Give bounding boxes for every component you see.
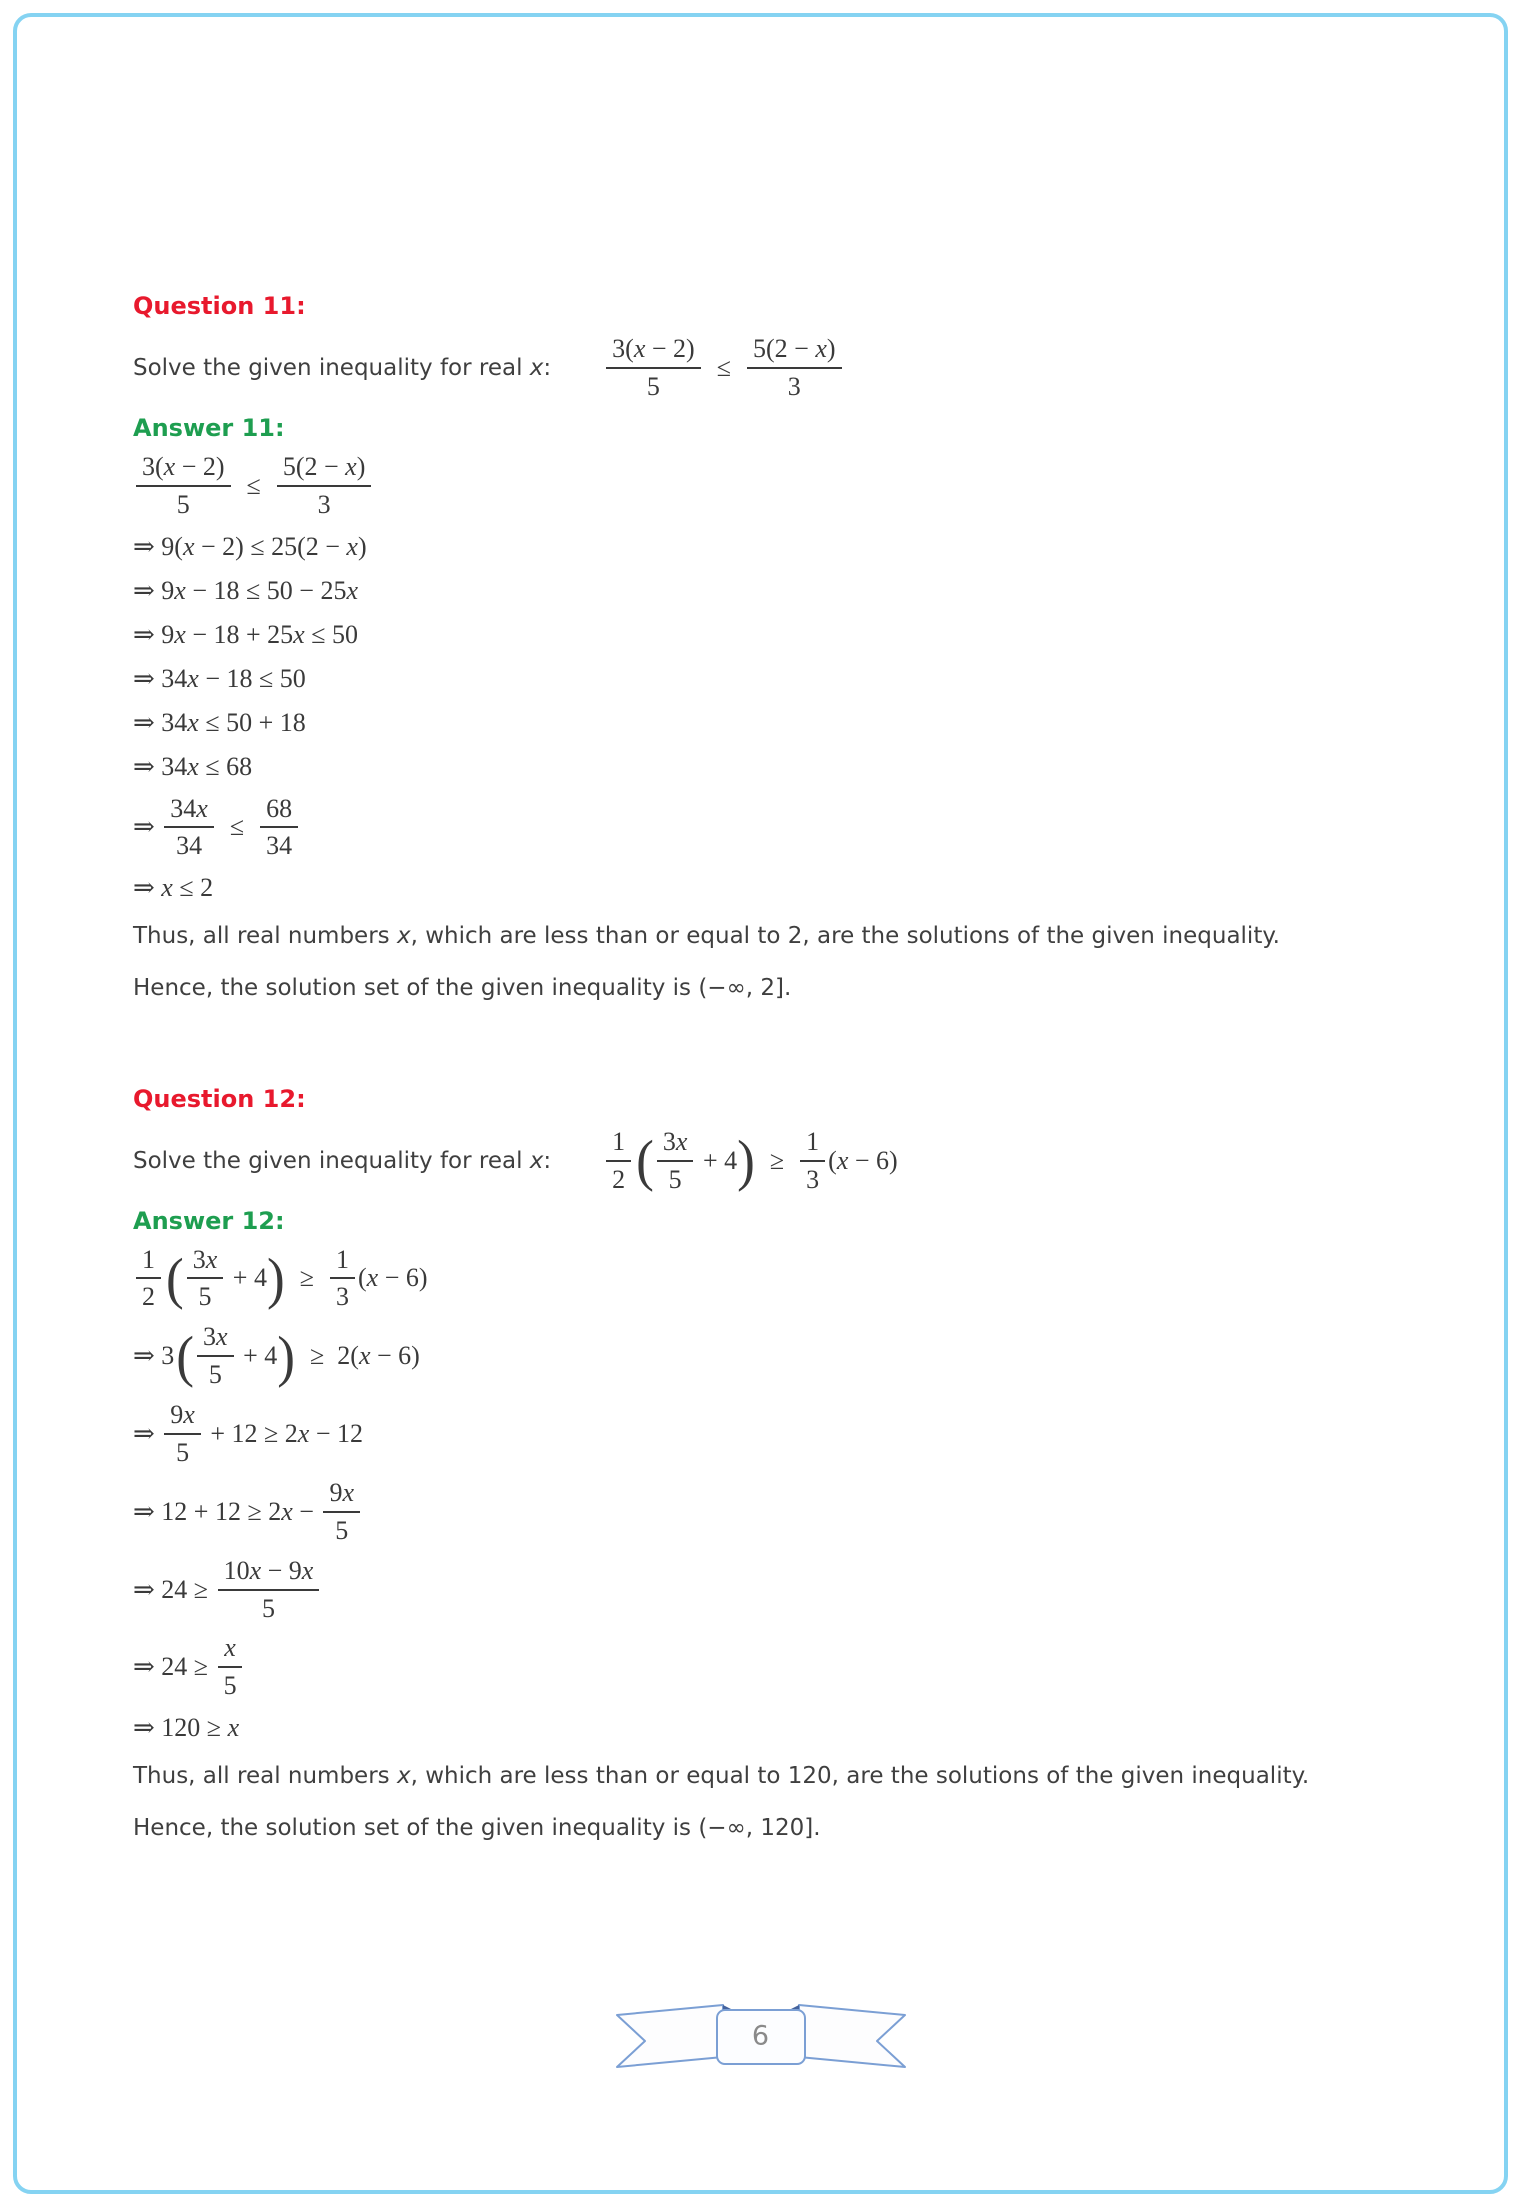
fraction: [187, 1245, 224, 1313]
math-text: 9x: [329, 1477, 354, 1507]
math-text: 34: [176, 831, 203, 861]
variable-x: x: [183, 1400, 195, 1430]
fraction-denominator: [170, 828, 208, 861]
page-number: 6: [751, 2020, 770, 2052]
math-text: ⇒ 34x − 18 ≤ 50: [133, 663, 306, 693]
variable-x: x: [633, 334, 646, 363]
variable-x: x: [675, 1126, 688, 1156]
fraction-numerator: [164, 794, 214, 829]
math-step-line: [133, 706, 1409, 740]
math-text: ⇒ 34x ≤ 68: [133, 751, 253, 781]
answer-12-title: Answer 12:: [133, 1206, 285, 1235]
fraction-denominator: [329, 1513, 354, 1546]
math-text: ≥ 2(x − 6): [297, 1341, 420, 1371]
math-text: 5: [176, 1437, 190, 1467]
paren-bracket: (: [176, 1324, 195, 1388]
math-text: 3x: [192, 1244, 218, 1274]
math-text: ≤: [216, 812, 258, 842]
math-text: 1: [336, 1244, 349, 1274]
math-text: 3(x − 2): [142, 451, 225, 481]
page-number-ribbon: [611, 1995, 911, 2079]
question-11-prompt-row: [133, 334, 1409, 402]
variable-x: x: [187, 707, 199, 737]
math-text: ⇒ 9x − 18 + 25x ≤ 50: [133, 619, 358, 649]
page-content: [133, 292, 1409, 1859]
fraction-denominator: [312, 487, 337, 520]
math-text: 3x: [203, 1322, 228, 1352]
paren-group: [176, 1322, 295, 1390]
math-text: 5: [176, 489, 190, 519]
fraction: [800, 1127, 825, 1195]
variable-x: x: [182, 531, 195, 561]
fraction-denominator: [663, 1162, 688, 1195]
variable-x: x: [224, 1633, 236, 1663]
question-11-section: [133, 292, 1409, 1011]
fraction-numerator: [277, 452, 372, 487]
math-text: 10x − 9x: [223, 1555, 314, 1585]
math-text: 2: [612, 1164, 626, 1194]
fraction-denominator: [171, 487, 196, 520]
variable-x: x: [196, 793, 208, 823]
fraction-denominator: [256, 1591, 281, 1624]
answer-11-steps: [133, 452, 1409, 906]
math-step-line: [133, 1322, 1409, 1390]
math-text: 3(x − 2): [612, 334, 695, 363]
fraction-denominator: [330, 1279, 355, 1312]
paren-bracket: ): [277, 1324, 296, 1388]
fraction-numerator: [800, 1127, 825, 1162]
variable-x: x: [345, 451, 357, 481]
math-step-line: [133, 750, 1409, 784]
paren-content: [184, 1245, 267, 1313]
math-step-line: [133, 452, 1409, 520]
fraction-numerator: [606, 1127, 631, 1162]
math-step-line: [133, 1400, 1409, 1468]
math-text: ⇒ 3: [133, 1341, 175, 1371]
math-step-line: [133, 794, 1409, 862]
answer-11-title: Answer 11:: [133, 413, 285, 442]
math-text: 5: [223, 1671, 237, 1701]
fraction-denominator: [136, 1279, 161, 1312]
math-text: 3: [806, 1164, 820, 1194]
math-text: (x − 6): [828, 1145, 898, 1175]
fraction-denominator: [641, 369, 666, 402]
fraction: [218, 1633, 243, 1701]
math-step-line: [133, 1478, 1409, 1546]
math-text: 1: [142, 1244, 155, 1274]
math-text: ⇒ x ≤ 2: [133, 873, 214, 903]
math-step-line: [133, 574, 1409, 608]
math-text: ⇒ 120 ≥ x: [133, 1713, 240, 1743]
variable-x: x: [161, 873, 173, 903]
paren-group: [166, 1245, 285, 1313]
math-text: 5(2 − x): [282, 451, 366, 481]
fraction-denominator: [800, 1162, 825, 1195]
fraction-numerator: [187, 1245, 224, 1280]
paren-bracket: ): [266, 1246, 285, 1311]
variable-x: x: [836, 1145, 849, 1175]
paren-group: [636, 1127, 755, 1195]
variable-x: x: [187, 663, 199, 693]
math-text: 5: [335, 1515, 349, 1545]
answer-12-conclusion: Thus, all real numbers x, which are less than or equal to 120, are the solutions of the given inequality.: [133, 1763, 1310, 1790]
variable-x: x: [205, 1244, 218, 1274]
variable-x: x: [187, 751, 199, 781]
math-text: + 4: [226, 1263, 267, 1293]
math-text: ⇒: [133, 1418, 162, 1448]
answer-12-solution-set: Hence, the solution set of the given inequality is (−∞, 120].: [133, 1814, 821, 1841]
fraction: [277, 452, 372, 520]
fraction-numerator: [218, 1556, 320, 1591]
math-text: 5: [198, 1282, 212, 1312]
question-11-prompt: Solve the given inequality for real x:: [133, 354, 552, 381]
math-text: 5(2 − x): [752, 334, 836, 363]
answer-11-conclusion: Thus, all real numbers x, which are less than or equal to 2, are the solutions of the given inequality.: [133, 923, 1280, 950]
math-text: 3: [317, 489, 331, 519]
math-text: 9x: [170, 1400, 195, 1430]
math-text: 3x: [662, 1126, 688, 1156]
math-step-line: [133, 1245, 1409, 1313]
fraction: [218, 1556, 320, 1624]
fraction: [260, 794, 298, 862]
math-text: 68: [266, 793, 293, 823]
math-text: (x − 6): [358, 1263, 428, 1293]
fraction-denominator: [203, 1357, 228, 1390]
math-text: 34: [266, 831, 293, 861]
variable-x: x: [281, 1496, 293, 1526]
question-12-section: [133, 1085, 1409, 1851]
variable-x: x: [301, 1555, 314, 1585]
fraction-numerator: [164, 1400, 201, 1435]
fraction-denominator: [606, 1162, 631, 1195]
question-12-prompt: Solve the given inequality for real x:: [133, 1147, 552, 1174]
paren-content: [654, 1127, 737, 1195]
math-text: 5: [646, 371, 660, 401]
math-text: 34x: [170, 793, 208, 823]
variable-x: x: [227, 1713, 240, 1743]
math-step-line: [133, 530, 1409, 564]
math-text: 1: [612, 1126, 626, 1156]
fraction: [164, 794, 214, 862]
fraction: [197, 1322, 234, 1390]
math-text: + 12 ≥ 2x − 12: [203, 1418, 363, 1448]
variable-x: x: [358, 1341, 371, 1371]
paren-bracket: (: [166, 1246, 184, 1311]
math-text: 5: [261, 1593, 275, 1623]
math-text: ≥: [756, 1145, 798, 1175]
math-text: 2: [142, 1282, 155, 1312]
fraction-denominator: [260, 828, 298, 861]
fraction: [136, 452, 231, 520]
fraction-numerator: [136, 452, 231, 487]
variable-x: x: [346, 531, 358, 561]
math-text: 3: [787, 371, 801, 401]
fraction: [136, 1245, 161, 1313]
fraction-numerator: [330, 1245, 355, 1280]
fraction: [606, 1127, 631, 1195]
math-text: ⇒ 24 ≥: [133, 1652, 215, 1682]
variable-x: x: [297, 1418, 310, 1448]
math-text: 5: [208, 1360, 222, 1390]
fraction-numerator: [747, 334, 842, 369]
answer-12-steps: [133, 1245, 1409, 1746]
question-11-formula: [603, 334, 844, 402]
fraction-denominator: [193, 1279, 218, 1312]
math-text: ⇒ 9(x − 2) ≤ 25(2 − x): [133, 531, 367, 561]
paren-bracket: (: [636, 1128, 654, 1193]
variable-x: x: [342, 1477, 354, 1507]
math-text: ⇒: [133, 812, 162, 842]
fraction-numerator: [323, 1478, 360, 1513]
fraction-numerator: [606, 334, 701, 369]
variable-x: x: [174, 575, 186, 605]
question-11-title: Question 11:: [133, 292, 306, 320]
math-step-line: [133, 1633, 1409, 1701]
math-text: ≤: [703, 352, 744, 382]
fraction-denominator: [218, 1668, 243, 1701]
answer-11-solution-set: Hence, the solution set of the given inequality is (−∞, 2].: [133, 975, 792, 1002]
variable-x: x: [174, 619, 186, 649]
fraction: [323, 1478, 360, 1546]
math-text: 1: [806, 1126, 820, 1156]
fraction-denominator: [782, 369, 807, 402]
fraction: [747, 334, 842, 402]
variable-x: x: [293, 619, 305, 649]
fraction-numerator: [218, 1633, 242, 1668]
math-step-line: [133, 618, 1409, 652]
math-text: ≤: [233, 470, 274, 500]
math-text: + 4: [696, 1145, 738, 1175]
variable-x: x: [249, 1555, 262, 1585]
question-12-formula: [603, 1127, 898, 1195]
math-text: [224, 1633, 236, 1663]
math-text: ⇒ 12 + 12 ≥ 2x −: [133, 1496, 321, 1526]
question-12-prompt-row: [133, 1127, 1409, 1195]
math-text: ⇒ 9x − 18 ≤ 50 − 25x: [133, 575, 358, 605]
variable-x: x: [366, 1263, 379, 1293]
math-step-line: [133, 871, 1409, 905]
math-text: + 4: [236, 1341, 278, 1371]
fraction-numerator: [197, 1322, 234, 1357]
math-text: ⇒ 24 ≥: [133, 1574, 215, 1604]
math-step-line: [133, 662, 1409, 696]
fraction-numerator: [657, 1127, 694, 1162]
fraction: [164, 1400, 201, 1468]
variable-x: x: [815, 334, 827, 363]
question-12-title: Question 12:: [133, 1084, 306, 1113]
variable-x: x: [346, 575, 358, 605]
paren-content: [194, 1322, 277, 1390]
fraction-denominator: [170, 1435, 195, 1468]
paren-bracket: ): [737, 1128, 755, 1193]
math-step-line: [133, 1711, 1409, 1745]
variable-x: x: [163, 451, 176, 481]
math-text: 5: [668, 1164, 682, 1194]
fraction-numerator: [260, 794, 298, 829]
fraction: [330, 1245, 355, 1313]
fraction-numerator: [136, 1245, 161, 1280]
fraction: [606, 334, 701, 402]
math-text: 3: [336, 1282, 349, 1312]
math-step-line: [133, 1556, 1409, 1624]
fraction: [657, 1127, 694, 1195]
math-text: ≥: [286, 1263, 327, 1293]
variable-x: x: [216, 1322, 228, 1352]
math-text: ⇒ 34x ≤ 50 + 18: [133, 707, 306, 737]
